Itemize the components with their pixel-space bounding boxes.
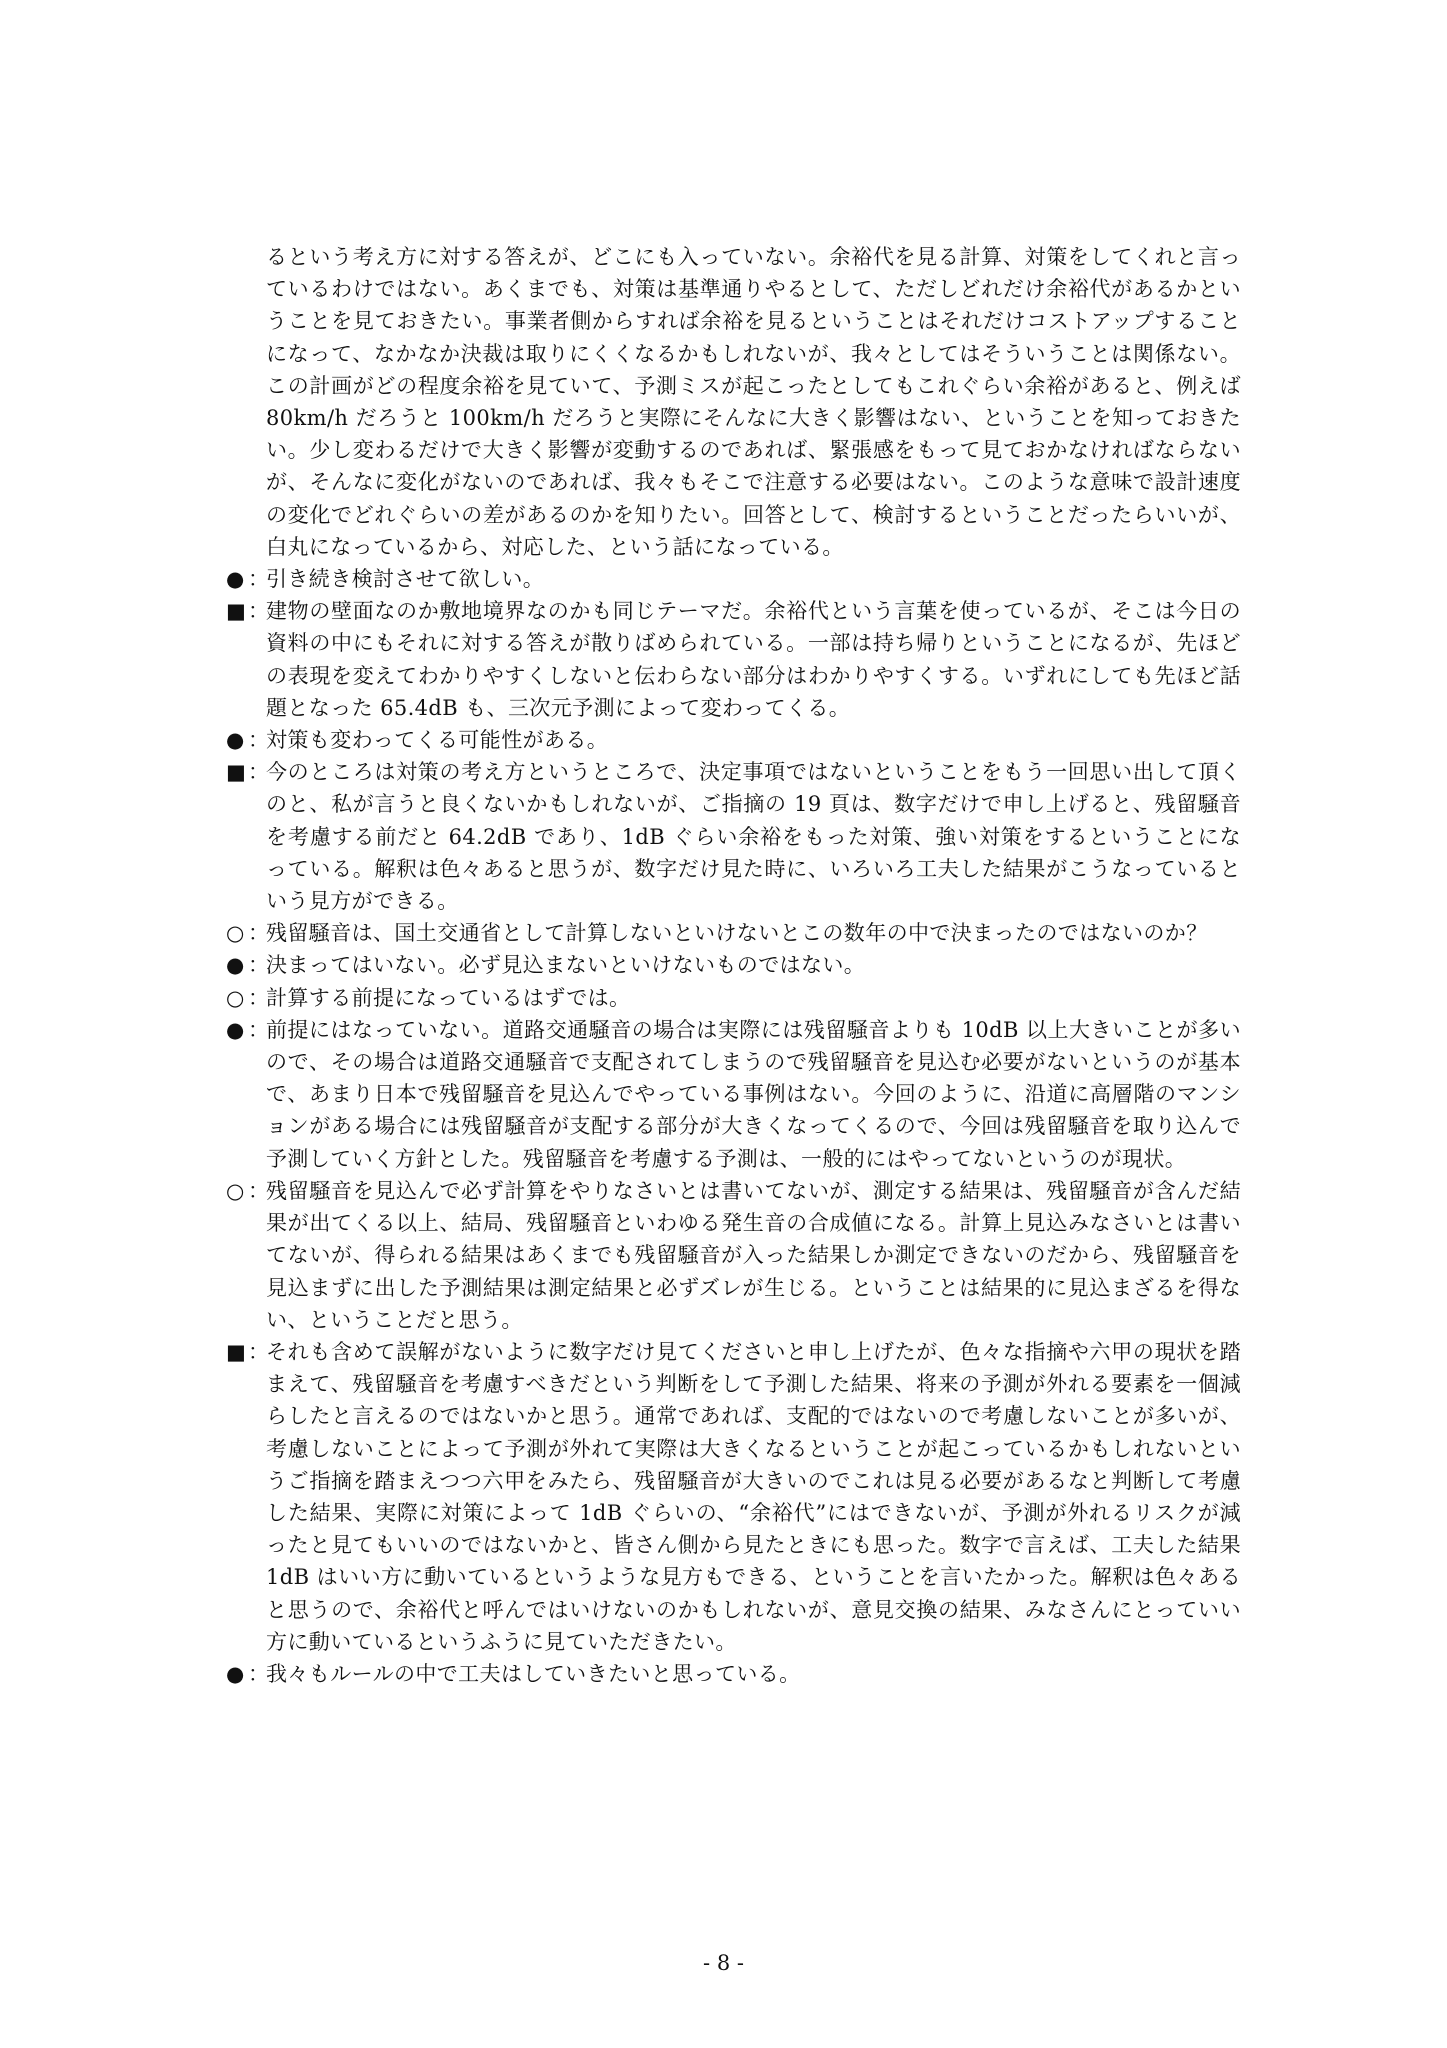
remark-entry (226, 756, 1241, 917)
speaker-marker: ■ (226, 760, 247, 785)
remark-text: 対策も変わってくる可能性がある。 (266, 728, 609, 753)
separator-colon: ： (248, 760, 270, 785)
separator-colon: ： (248, 953, 270, 978)
separator-colon: ： (248, 728, 270, 753)
speaker-marker: ● (226, 953, 245, 978)
speaker-marker: ■ (226, 599, 247, 624)
speaker-marker: ■ (226, 1339, 247, 1364)
speaker-marker: ● (226, 1017, 245, 1042)
speaker-marker: ○ (226, 985, 245, 1010)
speaker-marker: ● (226, 728, 245, 753)
speaker-marker: ○ (226, 1178, 245, 1203)
separator-colon: ： (248, 567, 270, 592)
remark-text: 建物の壁面なのか敷地境界なのかも同じテーマだ。余裕代という言葉を使っているが、そこは今日の資料の中にもそれに対する答えが散りばめられている。一部は持ち帰りということになるが、先ほどの表現を変えてわかりやすくしないと伝わらない部分はわかりやすくする。いずれにしても先ほど話題となった 65.4dB も、三次元予測によって変わってくる。 (266, 599, 1241, 720)
speaker-marker: ○ (226, 921, 245, 946)
remarks-list (226, 563, 1241, 1690)
remark-text: 引き続き検討させて欲しい。 (266, 567, 545, 592)
speaker-marker: ● (226, 1661, 245, 1686)
remark-entry (226, 563, 1241, 595)
remark-text: 前提にはなっていない。道路交通騒音の場合は実際には残留騒音よりも 10dB 以上大きいことが多いので、その場合は道路交通騒音で支配されてしまうので残留騒音を見込む必要がないというのが基本で、あまり日本で残留騒音を見込んでやっている事例はない。今回のように、沿道に高層階のマンションがある場合には残留騒音が支配する部分が大きくなってくるので、今回は残留騒音を取り込んで予測していく方針とした。残留騒音を考慮する予測は、一般的にはやってないというのが現状。 (266, 1017, 1241, 1171)
continued-paragraph: るという考え方に対する答えが、どこにも入っていない。余裕代を見る計算、対策をしてくれと言っているわけではない。あくまでも、対策は基準通りやるとして、ただしどれだけ余裕代があるかということを見ておきたい。事業者側からすれば余裕を見るということはそれだけコストアップすることになって、なかなか決裁は取りにくくなるかもしれないが、我々としてはそういうことは関係ない。この計画がどの程度余裕を見ていて、予測ミスが起こったとしてもこれぐらい余裕があると、例えば 80km/h だろうと 100km/h だろうと実際にそんなに大きく影響はない、ということを知っておきたい。少し変わるだけで大きく影響が変動するのであれば、緊張感をもって見ておかなければならないが、そんなに変化がないのであれば、我々もそこで注意する必要はない。このような意味で設計速度の変化でどれぐらいの差があるのかを知りたい。回答として、検討するということだったらいいが、白丸になっているから、対応した、という話になっている。 (266, 245, 1241, 559)
separator-colon: ： (248, 1339, 270, 1364)
remark-entry (226, 917, 1241, 949)
remark-entry (226, 1336, 1241, 1658)
remark-entry (226, 595, 1241, 724)
remark-entry (226, 1658, 1241, 1690)
remark-text: 決まってはいない。必ず見込まないといけないものではない。 (266, 953, 866, 978)
separator-colon: ： (248, 921, 270, 946)
meeting-minutes-body (226, 241, 1241, 1690)
separator-colon: ： (248, 1661, 270, 1686)
remark-text: 今のところは対策の考え方というところで、決定事項ではないということをもう一回思い出して頂くのと、私が言うと良くないかもしれないが、ご指摘の 19 頁は、数字だけで申し上げると、残留騒音を考慮する前だと 64.2dB であり、1dB ぐらい余裕をもった対策、強い対策をするということになっている。解釈は色々あると思うが、数字だけ見た時に、いろいろ工夫した結果がこうなっているという見方ができる。 (266, 760, 1241, 914)
remark-text: 計算する前提になっているはずでは。 (266, 985, 631, 1010)
speaker-marker: ● (226, 567, 245, 592)
remark-entry (226, 1014, 1241, 1175)
remark-entry (226, 982, 1241, 1014)
separator-colon: ： (248, 1017, 270, 1042)
remark-text: それも含めて誤解がないように数字だけ見てくださいと申し上げたが、色々な指摘や六甲の現状を踏まえて、残留騒音を考慮すべきだという判断をして予測した結果、将来の予測が外れる要素を一個減らしたと言えるのではないかと思う。通常であれば、支配的ではないので考慮しないことが多いが、考慮しないことによって予測が外れて実際は大きくなるということが起こっているかもしれないというご指摘を踏まえつつ六甲をみたら、残留騒音が大きいのでこれは見る必要があるなと判断して考慮した結果、実際に対策によって 1dB ぐらいの、“余裕代”にはできないが、予測が外れるリスクが減ったと見てもいいのではないかと、皆さん側から見たときにも思った。数字で言えば、工夫した結果 1dB はいい方に動いているというような見方もできる、ということを言いたかった。解釈は色々あると思うので、余裕代と呼んではいけないのかもしれないが、意見交換の結果、みなさんにとっていい方に動いているというふうに見ていただきたい。 (266, 1339, 1241, 1654)
remark-entry (226, 724, 1241, 756)
remark-text: 残留騒音は、国土交通省として計算しないといけないとこの数年の中で決まったのではないのか？ (266, 921, 1208, 946)
remark-entry (226, 949, 1241, 981)
separator-colon: ： (248, 599, 270, 624)
separator-colon: ： (248, 1178, 270, 1203)
remark-text: 我々もルールの中で工夫はしていきたいと思っている。 (266, 1661, 801, 1686)
remark-text: 残留騒音を見込んで必ず計算をやりなさいとは書いてないが、測定する結果は、残留騒音が含んだ結果が出てくる以上、結局、残留騒音といわゆる発生音の合成値になる。計算上見込みなさいとは書いてないが、得られる結果はあくまでも残留騒音が入った結果しか測定できないのだから、残留騒音を見込まずに出した予測結果は測定結果と必ずズレが生じる。ということは結果的に見込まざるを得ない、ということだと思う。 (266, 1178, 1241, 1332)
page-number: - 8 - (703, 1951, 744, 1975)
separator-colon: ： (248, 985, 270, 1010)
remark-entry (226, 1175, 1241, 1336)
